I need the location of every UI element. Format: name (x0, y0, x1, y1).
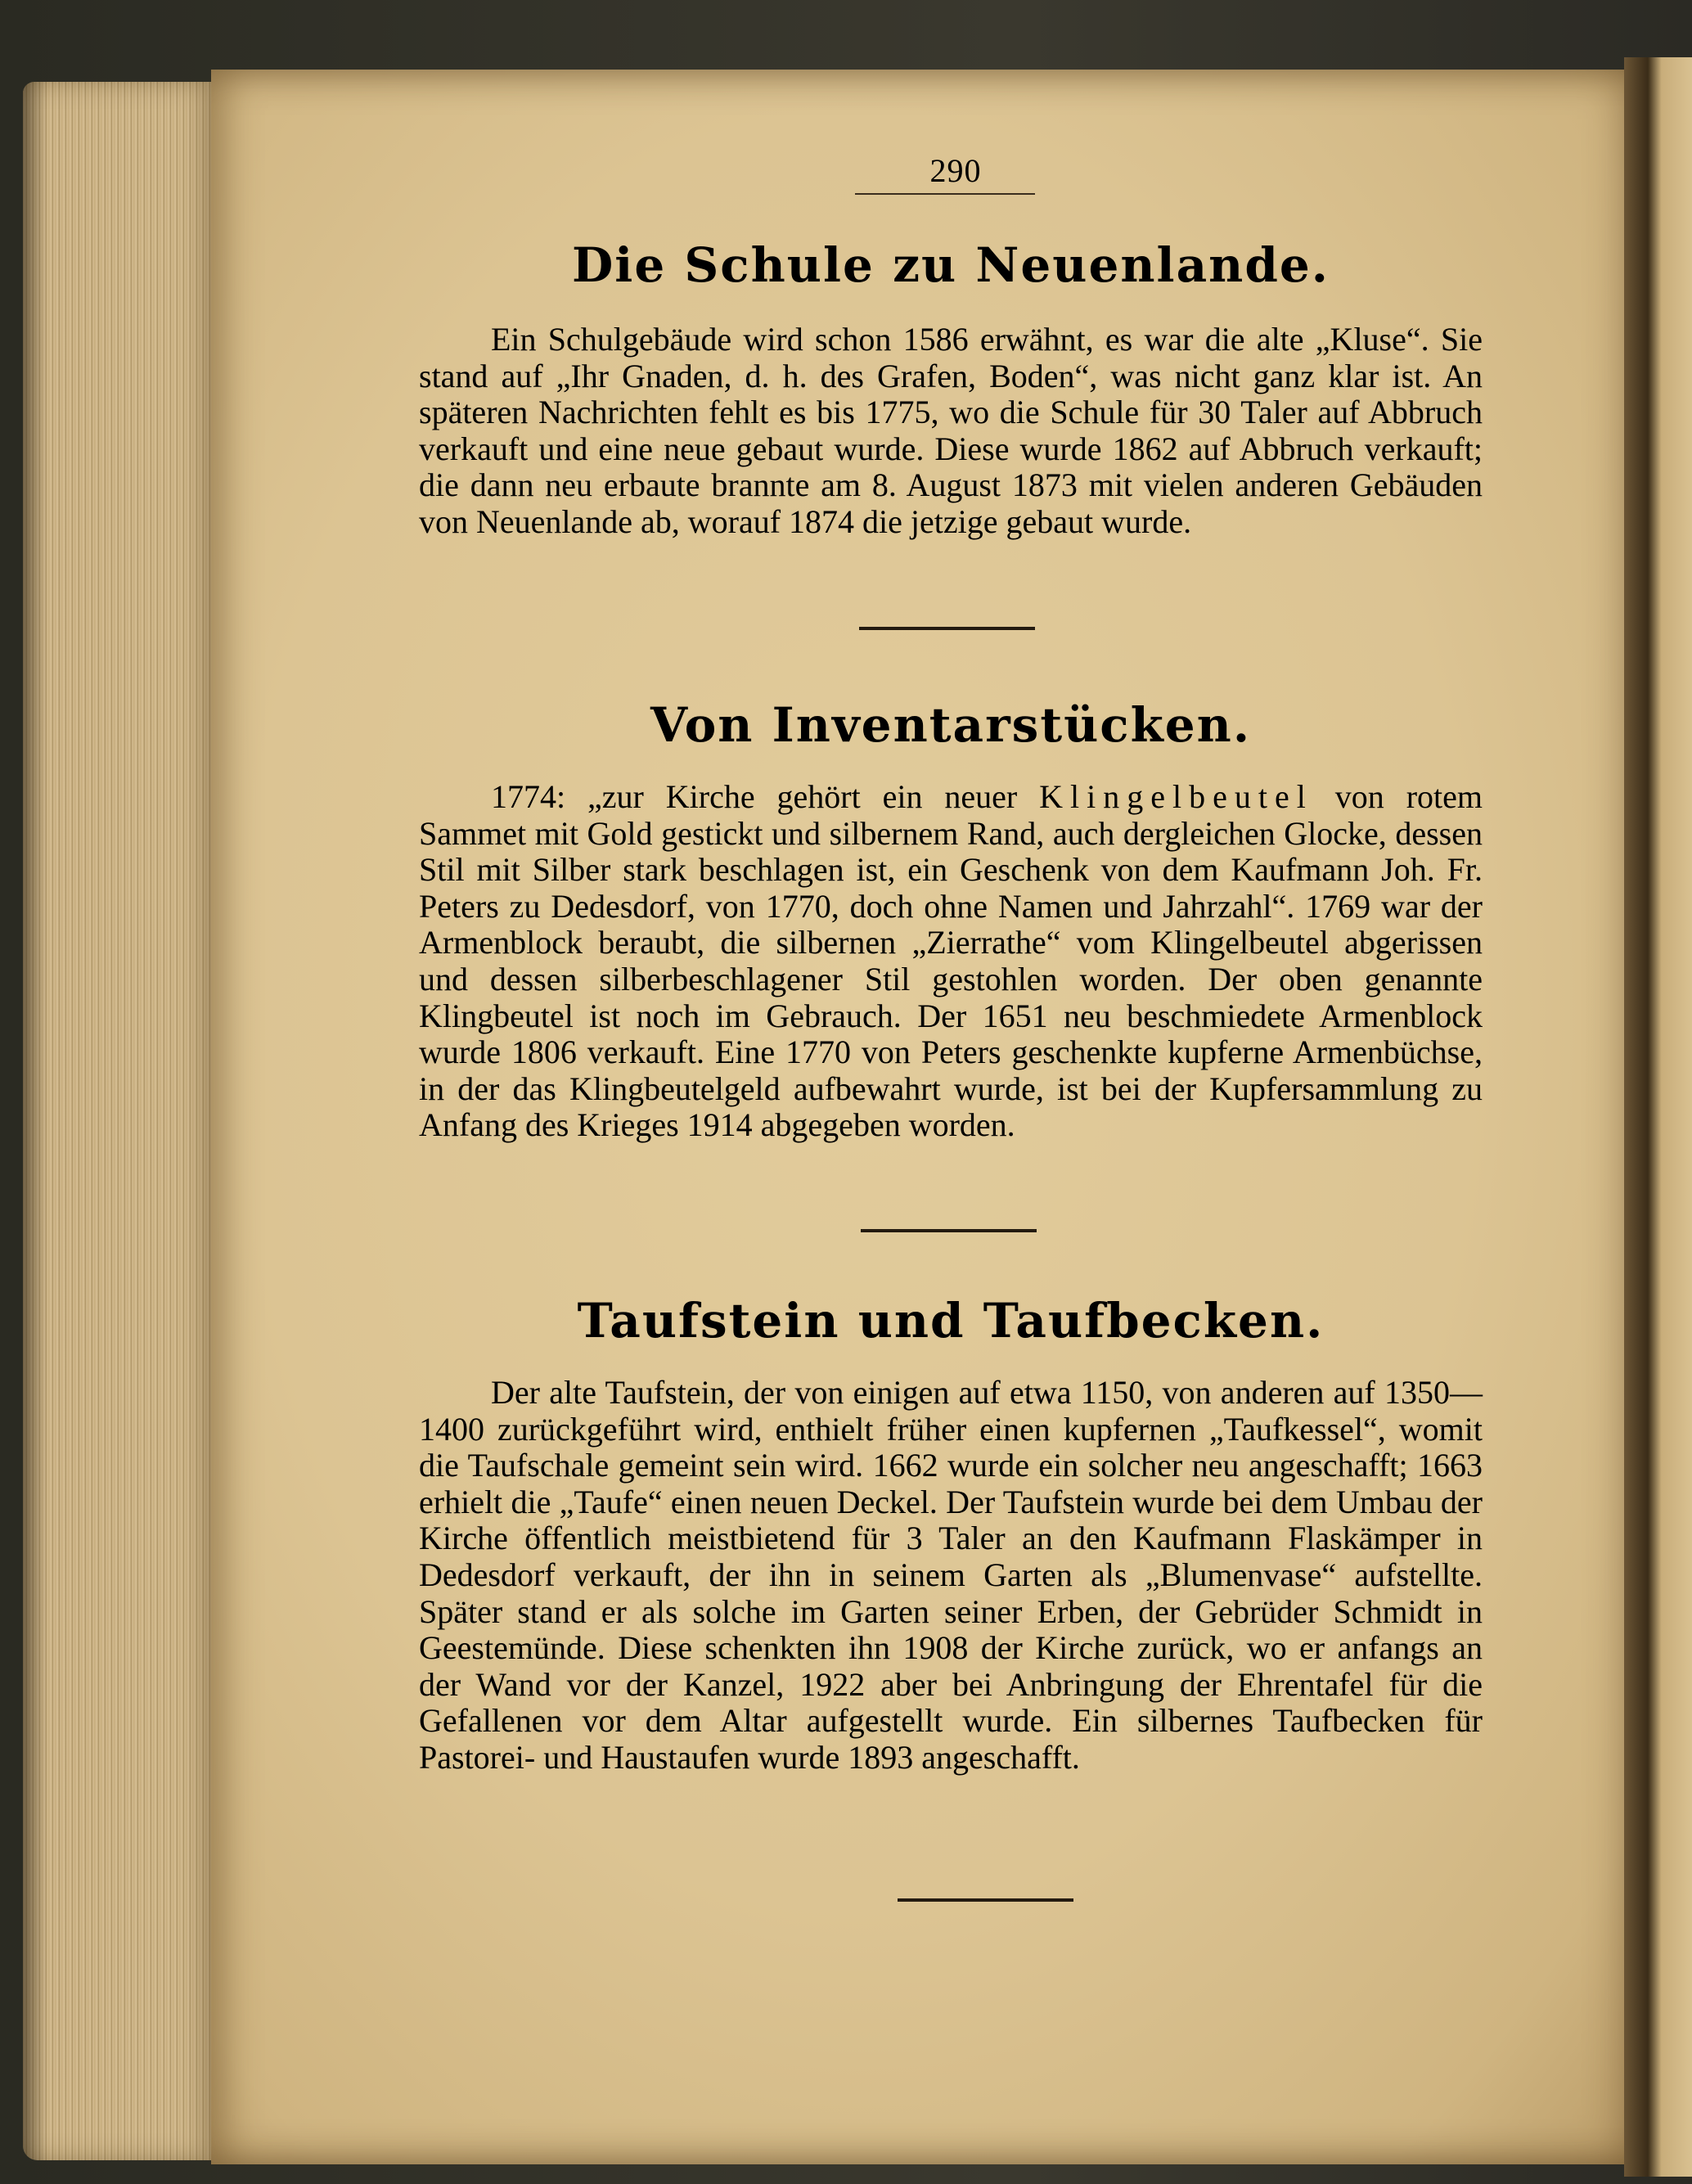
section-title-inventory: Von Inventarstücken. (650, 697, 1252, 753)
section-text-school: Ein Schulgebäude wird schon 1586 erwähnt, es war die alte „Kluse“. Sie stand auf „Ihr Gnaden, d. h. des Grafen, Boden“, was nicht ganz klar ist. An späteren Nachrichten fehlt es bis 1775, wo die Schule für 30 Taler auf Abbruch verkauft und eine neue gebaut wurde. Diese wurde 1862 auf Abbruch verkauft; die dann neu erbaute brannte am 8. August 1873 mit vielen anderen Gebäuden von Neuenlande ab, worauf 1874 die jetzige gebaut wurde. (419, 321, 1483, 540)
inventory-spaced-word: Klingelbeutel (1039, 778, 1313, 815)
inventory-text-rest: von rotem Sammet mit Gold gestickt und silbernem Rand, auch dergleichen Glocke, dessen Stil mit Silber stark beschlagen ist, ein Geschenk von dem Kaufmann Joh. Fr. Peters zu Dedesdorf, von 1770, doch ohne Namen und Jahrzahl“. 1769 war der Armenblock beraubt, die silbernen „Zierrathe“ vom Klingelbeutel abgerissen und dessen silberbeschlagener Stil gestohlen worden. Der oben genannte Klingbeutel ist noch im Gebrauch. Der 1651 neu beschmiedete Armenblock wurde 1806 verkauft. Eine 1770 von Peters geschenkte kupferne Armenbüchse, in der das Klingbeutelgeld aufbewahrt wurde, ist bei der Kupfersammlung zu Anfang des Krieges 1914 abgegeben worden. (419, 778, 1483, 1144)
section-divider (861, 1229, 1037, 1232)
section-title-font: Taufstein und Taufbecken. (577, 1293, 1325, 1349)
page-edges (23, 82, 219, 2160)
section-title-school: Die Schule zu Neuenlande. (572, 237, 1330, 293)
page-number: 290 (929, 152, 982, 189)
page-number-rule (855, 193, 1035, 195)
section-divider (898, 1898, 1073, 1902)
section-divider (859, 627, 1035, 630)
inventory-text-start: 1774: „zur Kirche gehört ein neuer (491, 778, 1040, 815)
section-text-inventory (419, 779, 1483, 1144)
section-text-font: Der alte Taufstein, der von einigen auf etwa 1150, von anderen auf 1350—1400 zurückgeführt wird, enthielt früher einen kupfernen „Taufkessel“, womit die Taufschale gemeint sein wird. 1662 wurde ein solcher neu angeschafft; 1663 erhielt die „Taufe“ einen neuen Deckel. Der Taufstein wurde bei dem Umbau der Kirche öffentlich meistbietend für 3 Taler an den Kaufmann Flaskämper in Dedesdorf verkauft, der ihn in seinem Garten als „Blumenvase“ aufstellte. Später stand er als solche im Garten seiner Erben, der Gebrüder Schmidt in Geestemünde. Diese schenkten ihn 1908 der Kirche zurück, wo er anfangs an der Wand vor der Kanzel, 1922 aber bei Anbringung der Ehrentafel für die Gefallenen vor dem Altar aufgestellt wurde. Ein silbernes Taufbecken für Pastorei- und Haustaufen wurde 1893 angeschafft. (419, 1374, 1483, 1776)
